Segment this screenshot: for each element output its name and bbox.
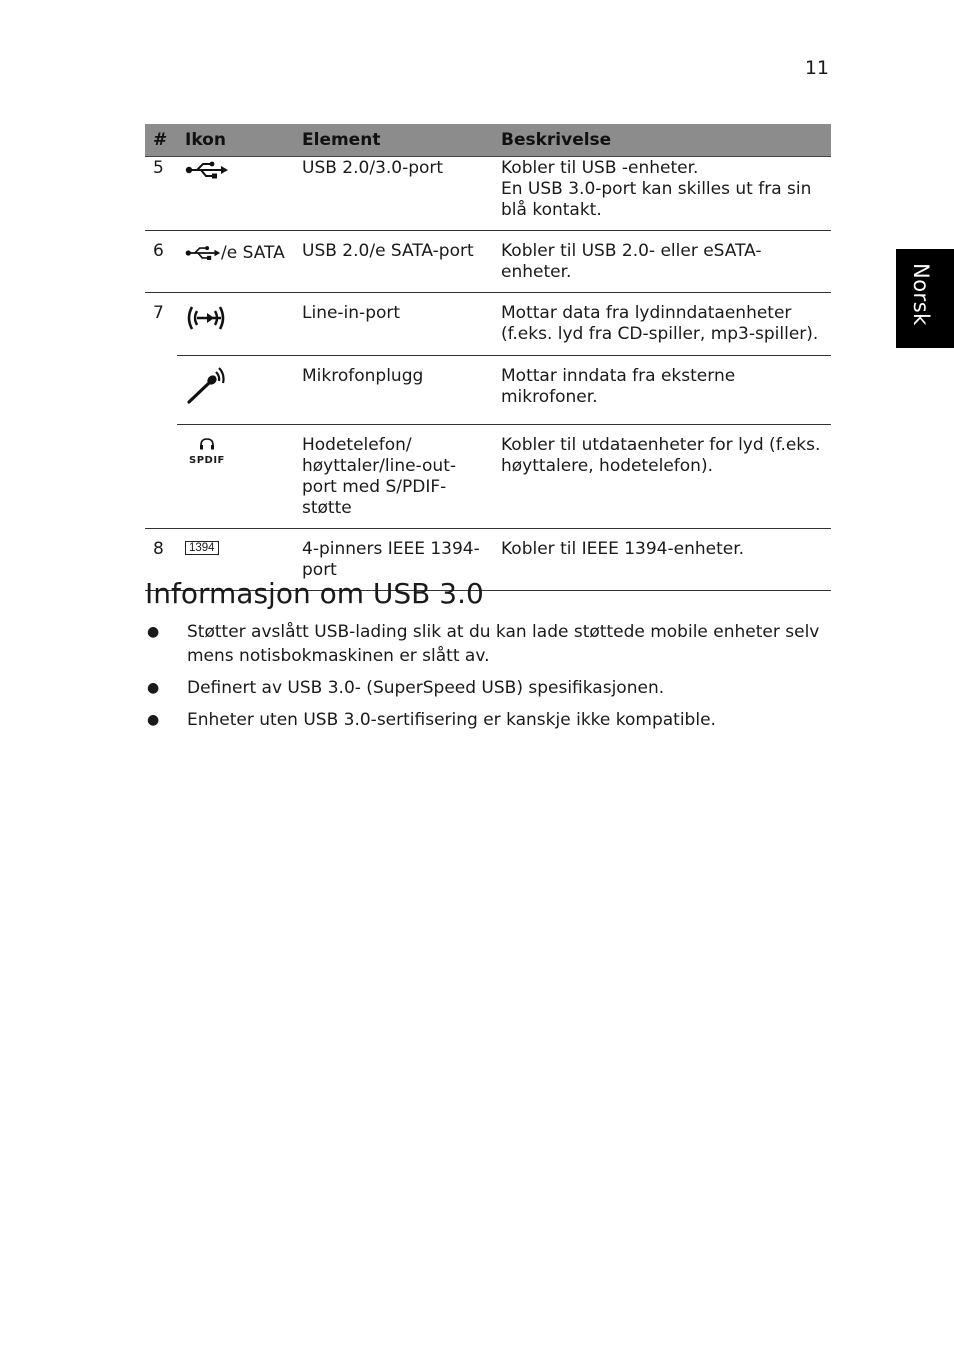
row-description-line: Kobler til utdataenheter for lyd (f.eks. høyttalere, hodetelefon). (493, 424, 831, 528)
header-element: Element (294, 124, 493, 156)
row-element: USB 2.0/e SATA-port (294, 230, 493, 292)
list-item (145, 708, 835, 732)
row-element: Mikrofonplugg (294, 355, 493, 424)
row-description-line: Mottar inndata fra eksterne mikrofoner. (493, 355, 831, 424)
microphone-icon (185, 366, 227, 406)
row-element: 4-pinners IEEE 1394-port (294, 528, 493, 590)
section-title: Informasjon om USB 3.0 (145, 577, 484, 610)
row-num: 8 (145, 528, 177, 590)
list-item (145, 676, 835, 700)
bullet-list (145, 620, 835, 740)
spdif-icon-label: SPDIF (189, 454, 225, 466)
usb-esata-icon (185, 243, 285, 264)
row-description-line: Kobler til USB 2.0- eller eSATA-enheter. (493, 230, 831, 292)
list-item (145, 620, 835, 668)
row-num: 6 (145, 230, 177, 292)
row-element: Line-in-port (294, 292, 493, 355)
row-num (145, 424, 177, 528)
line-in-icon (185, 303, 227, 333)
port-table (145, 124, 831, 591)
row-element: Hodetelefon/ høyttaler/line-out-port med S/PDIF-støtte (294, 424, 493, 528)
table-row (145, 292, 831, 355)
header-description: Beskrivelse (493, 124, 831, 156)
table-row (145, 355, 831, 424)
headphone-spdif-icon (189, 438, 225, 471)
row-num (145, 355, 177, 424)
bullet-icon: ● (147, 712, 160, 728)
row-num: 5 (145, 156, 177, 230)
row-description-line: En USB 3.0-port kan skilles ut fra sin blå kontakt. (501, 178, 812, 220)
header-icon: Ikon (177, 124, 294, 156)
list-item-text: Definert av USB 3.0- (SuperSpeed USB) spesifikasjonen. (187, 678, 665, 698)
language-tab-label: Norsk (909, 263, 933, 326)
bullet-icon: ● (147, 680, 160, 696)
row-description-line: Kobler til IEEE 1394-enheter. (493, 528, 831, 590)
esata-icon-label: /e SATA (221, 242, 285, 263)
row-description-line: Kobler til USB -enheter. (501, 157, 699, 178)
row-element: USB 2.0/3.0-port (294, 156, 493, 230)
language-tab (896, 249, 954, 348)
row-description-line: Mottar data fra lydinndataenheter (f.eks. lyd fra CD-spiller, mp3-spiller). (493, 292, 831, 355)
page-number: 11 (804, 57, 829, 79)
table-header-row (145, 124, 831, 156)
table-row (145, 156, 831, 230)
row-num: 7 (153, 302, 164, 323)
header-num: # (145, 124, 177, 156)
table-row (145, 230, 831, 292)
list-item-text: Støtter avslått USB-lading slik at du kan lade støttede mobile enheter selv mens notisbokmaskinen er slått av. (187, 622, 820, 666)
ieee1394-icon: 1394 (185, 541, 219, 555)
table-row (145, 424, 831, 528)
list-item-text: Enheter uten USB 3.0-sertifisering er kanskje ikke kompatible. (187, 710, 716, 730)
usb-icon (185, 160, 229, 180)
bullet-icon: ● (147, 624, 160, 640)
